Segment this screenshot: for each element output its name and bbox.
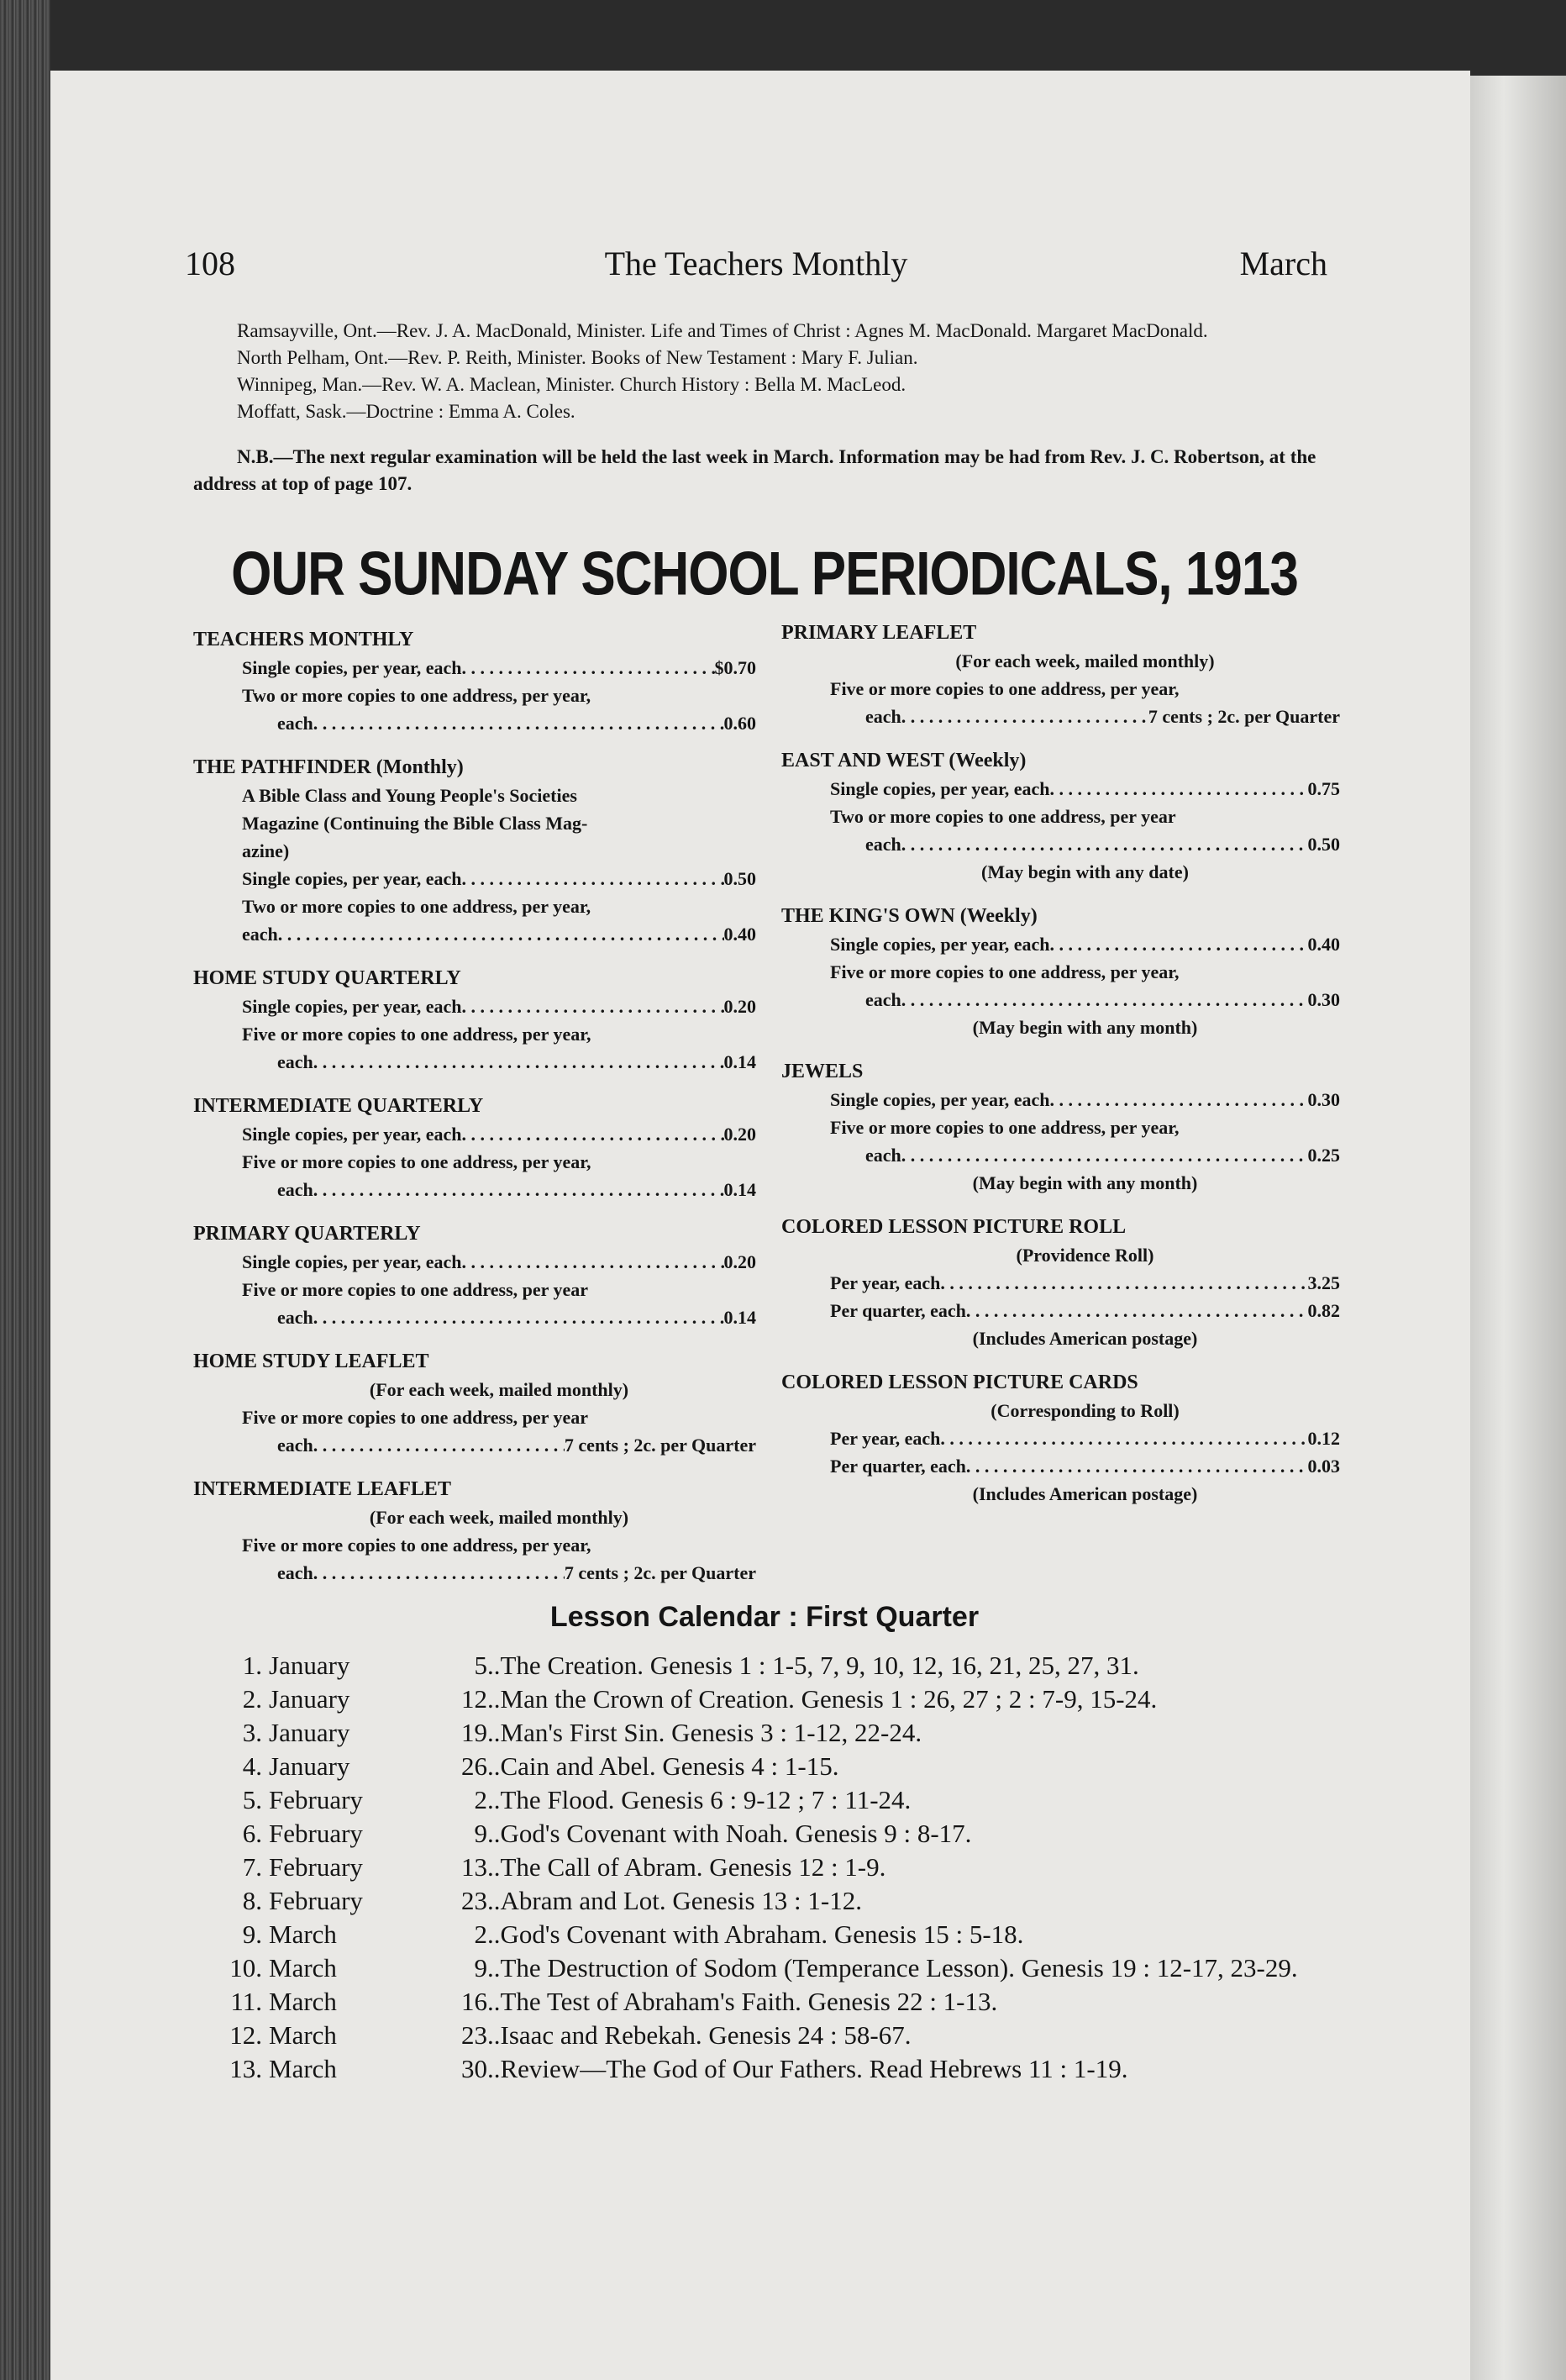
lesson-day: 12: [461, 1684, 487, 1714]
dot-leader: [313, 1431, 565, 1459]
periodical-note: Five or more copies to one address, per year: [242, 1279, 589, 1300]
price-label: each: [277, 1179, 313, 1200]
periodical-note: Two or more copies to one address, per year: [830, 806, 1176, 827]
price-line: [781, 703, 1340, 730]
lesson-month: February: [269, 1785, 363, 1814]
periodical-note: Five or more copies to one address, per year,: [830, 961, 1180, 982]
page-edge: [1470, 76, 1566, 2380]
lesson-title: ..God's Covenant with Noah. Genesis 9 : 8-17.: [487, 1819, 972, 1848]
periodical-note: Five or more copies to one address, per year,: [242, 1535, 591, 1556]
price-line: [193, 920, 756, 948]
dot-leader: [462, 1120, 724, 1148]
periodical-name: THE PATHFINDER (Monthly): [193, 756, 464, 778]
periodical-note: (For each week, mailed monthly): [369, 1507, 629, 1528]
price-value: 0.20: [723, 1251, 756, 1272]
price-label: Per quarter, each: [830, 1456, 966, 1477]
periodical-note: (May begin with any date): [981, 861, 1189, 882]
lesson-number: 11.: [230, 1987, 262, 2016]
price-label: Single copies, per year, each: [830, 1089, 1050, 1110]
price-label: each: [865, 834, 901, 855]
price-line: [781, 775, 1340, 803]
calendar-row: [218, 1783, 1361, 1817]
periodical-section: [193, 1348, 756, 1459]
price-value: 0.14: [723, 1051, 756, 1072]
periodicals-title: OUR SUNDAY SCHOOL PERIODICALS, 1913: [231, 540, 1298, 609]
price-value: 0.20: [723, 1124, 756, 1145]
lesson-title: ..The Destruction of Sodom (Temperance Lesson). Genesis 19 : 12-17, 23-29.: [487, 1953, 1298, 1982]
lesson-day: 23: [461, 2020, 487, 2050]
lesson-number: 10.: [229, 1953, 262, 1982]
result-line: Moffatt, Sask.—Doctrine : Emma A. Coles.: [237, 401, 575, 422]
calendar-row: [218, 1851, 1361, 1884]
price-line: [193, 709, 756, 737]
lesson-title: ..Isaac and Rebekah. Genesis 24 : 58-67.: [487, 2020, 912, 2050]
dot-leader: [1050, 930, 1308, 958]
price-label: Per year, each: [830, 1272, 941, 1293]
periodical-note: Five or more copies to one address, per year,: [242, 1151, 591, 1172]
price-label: Per year, each: [830, 1428, 941, 1449]
lesson-number: 3.: [242, 1718, 262, 1747]
lesson-number: 2.: [242, 1684, 262, 1714]
price-value: 0.60: [723, 713, 756, 734]
dot-leader: [313, 709, 724, 737]
price-line: [781, 1424, 1340, 1452]
calendar-row: [218, 1985, 1361, 2019]
lesson-day: 30: [461, 2054, 487, 2083]
price-value: 0.75: [1307, 778, 1340, 799]
dot-leader: [313, 1048, 724, 1076]
lesson-number: 12.: [229, 2020, 262, 2050]
periodical-name: HOME STUDY QUARTERLY: [193, 967, 461, 989]
price-line: [781, 1452, 1340, 1480]
periodical-note: (May begin with any month): [972, 1172, 1198, 1193]
price-line: [781, 1297, 1340, 1324]
dot-leader: [940, 1424, 1307, 1452]
price-value: 0.40: [723, 924, 756, 945]
lesson-title: ..Abram and Lot. Genesis 13 : 1-12.: [487, 1886, 862, 1915]
price-label: each: [277, 1307, 313, 1328]
lesson-month: March: [269, 2054, 337, 2083]
lesson-day: 2: [474, 1785, 487, 1814]
calendar-row: [218, 1884, 1361, 1918]
price-line: [193, 993, 756, 1020]
dot-leader: [1050, 775, 1308, 803]
calendar-row: [218, 1682, 1361, 1716]
periodical-name: HOME STUDY LEAFLET: [193, 1351, 429, 1372]
periodical-note: Five or more copies to one address, per year,: [830, 678, 1180, 699]
lesson-month: March: [269, 1987, 337, 2016]
periodical-note: A Bible Class and Young People's Societies: [242, 785, 577, 806]
lesson-day: 9: [474, 1819, 487, 1848]
lesson-month: February: [269, 1852, 363, 1882]
lesson-month: January: [269, 1651, 350, 1680]
lesson-title: ..God's Covenant with Abraham. Genesis 15 : 5-18.: [487, 1919, 1024, 1949]
running-month: March: [1239, 245, 1327, 282]
periodical-section: [193, 1220, 756, 1331]
result-line: Ramsayville, Ont.—Rev. J. A. MacDonald, Minister. Life and Times of Christ : Agnes M. MacDonald. Margaret MacDonald.: [237, 320, 1208, 341]
periodical-name: EAST AND WEST (Weekly): [781, 750, 1027, 771]
periodical-section: [193, 1093, 756, 1203]
calendar-row: [218, 2019, 1361, 2052]
price-value: 0.50: [723, 868, 756, 889]
periodical-note: azine): [242, 840, 290, 861]
price-value: 0.20: [723, 996, 756, 1017]
periodical-name: JEWELS: [781, 1061, 864, 1082]
lesson-month: January: [269, 1751, 350, 1781]
price-line: [781, 830, 1340, 858]
dot-leader: [278, 920, 724, 948]
lesson-day: 16: [461, 1987, 487, 2016]
lesson-number: 13.: [229, 2054, 262, 2083]
periodical-note: (For each week, mailed monthly): [955, 650, 1215, 671]
dot-leader: [1050, 1086, 1308, 1114]
price-line: [193, 1431, 756, 1459]
lesson-day: 5: [474, 1651, 487, 1680]
dot-leader: [462, 1248, 724, 1276]
lesson-title: ..The Flood. Genesis 6 : 9-12 ; 7 : 11-24.: [487, 1785, 912, 1814]
periodical-note: Five or more copies to one address, per year: [242, 1407, 589, 1428]
lesson-day: 19: [461, 1718, 487, 1747]
price-value: 7 cents ; 2c. per Quarter: [564, 1435, 756, 1456]
price-label: each: [277, 713, 313, 734]
calendar-title: Lesson Calendar : First Quarter: [549, 1601, 980, 1633]
lesson-month: February: [269, 1819, 363, 1848]
calendar-row: [218, 2052, 1361, 2086]
lesson-title: ..The Creation. Genesis 1 : 1-5, 7, 9, 10, 12, 16, 21, 25, 27, 31.: [487, 1651, 1139, 1680]
lesson-title: ..Man the Crown of Creation. Genesis 1 : 26, 27 ; 2 : 7-9, 15-24.: [487, 1684, 1158, 1714]
price-label: Single copies, per year, each: [830, 934, 1050, 955]
lesson-number: 1.: [242, 1651, 262, 1680]
price-line: [193, 1176, 756, 1203]
price-line: [781, 1269, 1340, 1297]
price-label: Single copies, per year, each: [242, 868, 462, 889]
dot-leader: [462, 654, 715, 682]
periodical-note: (May begin with any month): [972, 1017, 1198, 1038]
calendar-row: [218, 1817, 1361, 1851]
price-line: [193, 1303, 756, 1331]
periodical-name: COLORED LESSON PICTURE ROLL: [781, 1216, 1127, 1238]
price-label: each: [865, 989, 901, 1010]
price-value: 0.40: [1307, 934, 1340, 955]
price-line: [193, 654, 756, 682]
periodical-name: PRIMARY QUARTERLY: [193, 1223, 421, 1245]
price-line: [781, 930, 1340, 958]
periodical-section: [781, 1369, 1340, 1508]
periodical-name: INTERMEDIATE LEAFLET: [193, 1478, 451, 1500]
price-line: [193, 1559, 756, 1587]
examination-note: N.B.—The next regular examination will be held the last week in March. Information may be had from Rev. J. C. Robertson, at the address at top of page 107.: [193, 446, 1316, 494]
dot-leader: [313, 1303, 724, 1331]
periodical-name: COLORED LESSON PICTURE CARDS: [781, 1372, 1138, 1393]
price-value: 0.50: [1307, 834, 1340, 855]
lesson-title: ..Cain and Abel. Genesis 4 : 1-15.: [487, 1751, 839, 1781]
price-value: 0.30: [1307, 1089, 1340, 1110]
lesson-number: 7.: [242, 1852, 262, 1882]
price-value: 0.14: [723, 1307, 756, 1328]
price-value: 0.30: [1307, 989, 1340, 1010]
periodical-name: INTERMEDIATE QUARTERLY: [193, 1095, 484, 1117]
price-label: each: [277, 1051, 313, 1072]
periodical-section: [193, 1476, 756, 1587]
lesson-day: 26: [461, 1751, 487, 1781]
lesson-day: 9: [474, 1953, 487, 1982]
examination-results-continued: [193, 318, 1336, 498]
price-label: Single copies, per year, each: [242, 657, 462, 678]
lesson-day: 13: [461, 1852, 487, 1882]
lesson-number: 4.: [242, 1751, 262, 1781]
lesson-month: January: [269, 1718, 350, 1747]
price-label: each: [242, 924, 278, 945]
price-line: [781, 1086, 1340, 1114]
dot-leader: [901, 703, 1148, 730]
price-label: each: [865, 1145, 901, 1166]
price-value: 0.82: [1307, 1300, 1340, 1321]
calendar-row: [218, 1951, 1361, 1985]
periodical-name: TEACHERS MONTHLY: [193, 629, 414, 650]
price-value: 0.12: [1307, 1428, 1340, 1449]
price-line: [781, 1141, 1340, 1169]
calendar-row: [218, 1649, 1361, 1682]
periodical-section: [193, 965, 756, 1076]
price-value: 7 cents ; 2c. per Quarter: [1148, 706, 1340, 727]
periodical-section: [193, 754, 756, 948]
calendar-row: [218, 1918, 1361, 1951]
lesson-number: 5.: [242, 1785, 262, 1814]
periodical-section: [781, 747, 1340, 886]
periodicals-right-column: [781, 619, 1340, 1524]
dot-leader: [462, 993, 724, 1020]
periodical-note: (Includes American postage): [972, 1328, 1198, 1349]
periodical-name: THE KING'S OWN (Weekly): [781, 905, 1038, 927]
price-label: each: [865, 706, 901, 727]
periodical-section: [781, 619, 1340, 730]
price-value: 7 cents ; 2c. per Quarter: [564, 1562, 756, 1583]
price-label: each: [277, 1562, 313, 1583]
periodical-name: PRIMARY LEAFLET: [781, 622, 977, 644]
result-line: Winnipeg, Man.—Rev. W. A. Maclean, Minister. Church History : Bella M. MacLeod.: [237, 374, 906, 395]
dot-leader: [940, 1269, 1307, 1297]
lesson-title: ..The Call of Abram. Genesis 12 : 1-9.: [487, 1852, 886, 1882]
periodicals-left-column: [193, 626, 756, 1603]
price-label: Per quarter, each: [830, 1300, 966, 1321]
lesson-number: 8.: [242, 1886, 262, 1915]
price-line: [781, 986, 1340, 1014]
lesson-month: January: [269, 1684, 350, 1714]
price-label: Single copies, per year, each: [242, 996, 462, 1017]
periodical-note: Five or more copies to one address, per year,: [242, 1024, 591, 1045]
price-label: Single copies, per year, each: [830, 778, 1050, 799]
dot-leader: [966, 1297, 1308, 1324]
lesson-number: 6.: [242, 1819, 262, 1848]
page-header: [185, 244, 1327, 294]
dot-leader: [901, 1141, 1308, 1169]
page-number: 108: [185, 245, 235, 282]
lesson-title: ..Man's First Sin. Genesis 3 : 1-12, 22-24.: [487, 1718, 922, 1747]
lesson-day: 23: [461, 1886, 487, 1915]
periodical-section: [781, 1058, 1340, 1197]
lesson-calendar: [218, 1649, 1361, 2086]
lesson-month: March: [269, 2020, 337, 2050]
periodical-note: Five or more copies to one address, per year,: [830, 1117, 1180, 1138]
price-value: 3.25: [1307, 1272, 1340, 1293]
price-label: each: [277, 1435, 313, 1456]
price-value: $0.70: [714, 657, 756, 678]
lesson-month: March: [269, 1953, 337, 1982]
running-title: The Teachers Monthly: [604, 245, 908, 282]
lesson-day: 2: [474, 1919, 487, 1949]
calendar-row: [218, 1716, 1361, 1750]
dot-leader: [966, 1452, 1308, 1480]
dot-leader: [462, 865, 724, 893]
periodical-section: [781, 1214, 1340, 1352]
price-line: [193, 1120, 756, 1148]
periodical-note: Two or more copies to one address, per year,: [242, 896, 591, 917]
periodical-note: Magazine (Continuing the Bible Class Mag-: [242, 813, 588, 834]
periodical-section: [193, 626, 756, 737]
price-line: [193, 1048, 756, 1076]
dot-leader: [901, 986, 1308, 1014]
periodical-note: (Corresponding to Roll): [991, 1400, 1180, 1421]
periodical-section: [781, 903, 1340, 1041]
lesson-title: ..Review—The God of Our Fathers. Read Hebrews 11 : 1-19.: [487, 2054, 1128, 2083]
book-spine: [0, 0, 50, 2380]
price-value: 0.03: [1307, 1456, 1340, 1477]
lesson-number: 9.: [242, 1919, 262, 1949]
lesson-month: March: [269, 1919, 337, 1949]
periodical-note: Two or more copies to one address, per year,: [242, 685, 591, 706]
calendar-row: [218, 1750, 1361, 1783]
dot-leader: [313, 1559, 565, 1587]
price-value: 0.25: [1307, 1145, 1340, 1166]
price-label: Single copies, per year, each: [242, 1251, 462, 1272]
price-line: [193, 865, 756, 893]
periodical-note: (Providence Roll): [1016, 1245, 1154, 1266]
periodical-note: (For each week, mailed monthly): [369, 1379, 629, 1400]
price-value: 0.14: [723, 1179, 756, 1200]
lesson-title: ..The Test of Abraham's Faith. Genesis 22 : 1-13.: [487, 1987, 998, 2016]
price-line: [193, 1248, 756, 1276]
dot-leader: [313, 1176, 724, 1203]
dot-leader: [901, 830, 1308, 858]
result-line: North Pelham, Ont.—Rev. P. Reith, Minister. Books of New Testament : Mary F. Julian.: [237, 347, 918, 368]
lesson-month: February: [269, 1886, 363, 1915]
periodical-note: (Includes American postage): [972, 1483, 1198, 1504]
price-label: Single copies, per year, each: [242, 1124, 462, 1145]
